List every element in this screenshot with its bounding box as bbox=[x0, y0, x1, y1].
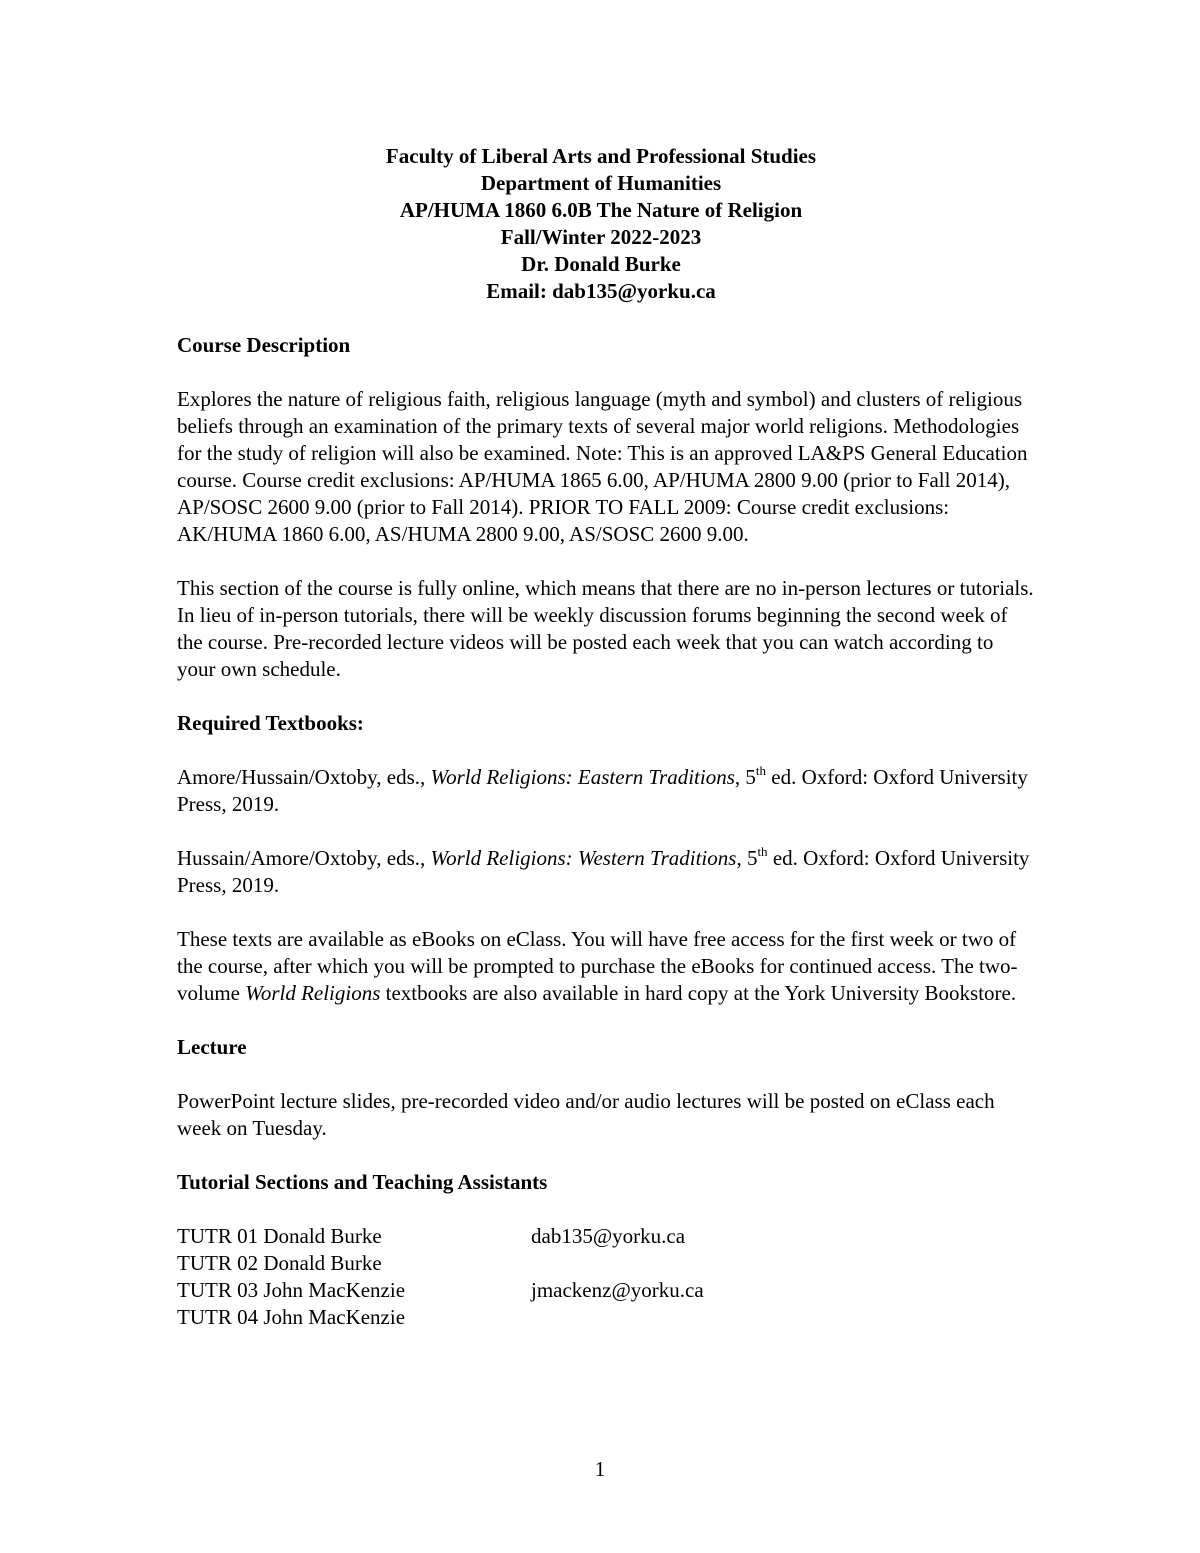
tutorial-row bbox=[177, 1223, 1037, 1250]
textbook-authors: Hussain/Amore/Oxtoby, eds., bbox=[177, 846, 431, 870]
tutorial-section: TUTR 02 Donald Burke bbox=[177, 1251, 382, 1275]
textbook-title: World Religions: Western Traditions bbox=[430, 846, 737, 870]
course-description-heading: Course Description bbox=[177, 333, 351, 357]
textbook-availability-note bbox=[177, 926, 1037, 1007]
tutorials-heading: Tutorial Sections and Teaching Assistants bbox=[177, 1170, 548, 1194]
page-content bbox=[177, 143, 1037, 1331]
page-number: 1 bbox=[594, 1457, 606, 1481]
lecture-heading: Lecture bbox=[177, 1035, 247, 1059]
textbook-edition: , 5 bbox=[736, 846, 758, 870]
tutorial-email: jmackenz@yorku.ca bbox=[531, 1278, 704, 1302]
tutorial-email: dab135@yorku.ca bbox=[531, 1224, 686, 1248]
faculty-name: Faculty of Liberal Arts and Professional Studies bbox=[385, 144, 817, 168]
tutorial-row bbox=[177, 1250, 1037, 1277]
instructor-name: Dr. Donald Burke bbox=[521, 252, 681, 276]
note-text: These texts are available as eBooks on eClass. You will have free access for the first week or two of the course, after which you will be prompted to purchase the eBooks for continued access. The two-volume bbox=[177, 927, 1018, 1005]
textbook-edition: , 5 bbox=[734, 765, 756, 789]
tutorial-row bbox=[177, 1304, 1037, 1331]
edition-superscript: th bbox=[757, 844, 768, 859]
syllabus-header bbox=[165, 143, 1037, 305]
course-title: AP/HUMA 1860 6.0B The Nature of Religion bbox=[399, 198, 803, 222]
online-format-paragraph: This section of the course is fully online, which means that there are no in-person lectures or tutorials. In lieu of in-person tutorials, there will be weekly discussion forums beginning the second week of the course. Pre-recorded lecture videos will be posted each week that you can watch according to your own schedule. bbox=[177, 576, 1034, 681]
department-name: Department of Humanities bbox=[480, 171, 722, 195]
tutorial-row bbox=[177, 1277, 1037, 1304]
course-description-paragraph: Explores the nature of religious faith, religious language (myth and symbol) and clusters of religious beliefs through an examination of the primary texts of several major world religions. Methodologies for the study of religion will also be examined. Note: This is an approved LA&PS General Education course. Course credit exclusions: AP/HUMA 1865 6.00, AP/HUMA 2800 9.00 (prior to Fall 2014), AP/SOSC 2600 9.00 (prior to Fall 2014). PRIOR TO FALL 2009: Course credit exclusions: AK/HUMA 1860 6.00, AS/HUMA 2800 9.00, AS/SOSC 2600 9.00. bbox=[177, 387, 1028, 546]
tutorial-section: TUTR 03 John MacKenzie bbox=[177, 1278, 406, 1302]
textbook-publisher: ed. Oxford: Oxford University Press, 2019. bbox=[177, 846, 1030, 897]
instructor-email: Email: dab135@yorku.ca bbox=[486, 279, 716, 303]
textbook-authors: Amore/Hussain/Oxtoby, eds., bbox=[177, 765, 431, 789]
textbook-publisher: ed. Oxford: Oxford University Press, 2019. bbox=[177, 765, 1028, 816]
tutorial-section: TUTR 04 John MacKenzie bbox=[177, 1305, 406, 1329]
note-book-title: World Religions bbox=[245, 981, 381, 1005]
textbook-entry bbox=[177, 764, 1037, 818]
textbook-entry bbox=[177, 845, 1037, 899]
lecture-paragraph: PowerPoint lecture slides, pre-recorded video and/or audio lectures will be posted on eClass each week on Tuesday. bbox=[177, 1089, 995, 1140]
tutorial-section: TUTR 01 Donald Burke bbox=[177, 1224, 382, 1248]
textbook-title: World Religions: Eastern Traditions bbox=[430, 765, 735, 789]
term: Fall/Winter 2022-2023 bbox=[500, 225, 702, 249]
tutorial-list bbox=[177, 1223, 1037, 1331]
edition-superscript: th bbox=[755, 763, 766, 778]
note-text: textbooks are also available in hard copy at the York University Bookstore. bbox=[380, 981, 1017, 1005]
textbooks-heading: Required Textbooks: bbox=[177, 711, 364, 735]
